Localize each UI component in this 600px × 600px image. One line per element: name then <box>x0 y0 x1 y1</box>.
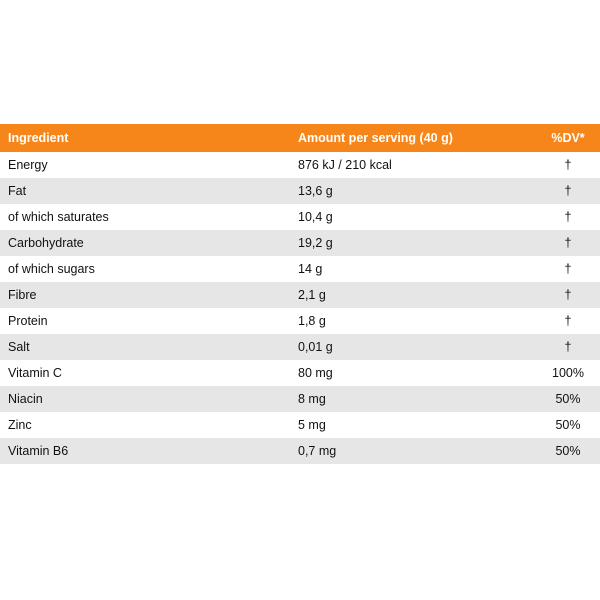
cell-dv: † <box>564 262 572 276</box>
cell-amount: 0,7 mg <box>298 444 337 458</box>
cell-ingredient: Vitamin C <box>8 366 62 380</box>
table-row <box>0 152 600 178</box>
cell-amount: 10,4 g <box>298 210 333 224</box>
cell-ingredient: of which sugars <box>8 262 95 276</box>
cell-ingredient: Protein <box>8 314 48 328</box>
cell-dv: † <box>564 184 572 198</box>
cell-dv: 50% <box>555 444 581 458</box>
cell-ingredient: Energy <box>8 158 48 172</box>
cell-dv: † <box>564 210 572 224</box>
table-row <box>0 334 600 360</box>
cell-ingredient: of which saturates <box>8 210 109 224</box>
cell-ingredient: Fat <box>8 184 27 198</box>
cell-dv: † <box>564 314 572 328</box>
nutrition-facts-table <box>0 124 600 464</box>
column-header-dv: %DV* <box>551 131 585 145</box>
table-header <box>0 124 600 152</box>
table-row <box>0 386 600 412</box>
cell-ingredient: Salt <box>8 340 30 354</box>
cell-amount: 2,1 g <box>298 288 326 302</box>
table-row <box>0 308 600 334</box>
cell-amount: 8 mg <box>298 392 326 406</box>
cell-amount: 80 mg <box>298 366 333 380</box>
cell-dv: 100% <box>552 366 584 380</box>
table-row <box>0 178 600 204</box>
table-row <box>0 230 600 256</box>
cell-ingredient: Vitamin B6 <box>8 444 69 458</box>
table-header-row <box>0 124 600 152</box>
cell-dv: † <box>564 158 572 172</box>
cell-dv: 50% <box>555 418 581 432</box>
table-body <box>0 152 600 464</box>
cell-dv: † <box>564 236 572 250</box>
cell-amount: 1,8 g <box>298 314 326 328</box>
table-row <box>0 256 600 282</box>
cell-ingredient: Fibre <box>8 288 37 302</box>
column-header-amount: Amount per serving (40 g) <box>298 131 453 145</box>
cell-amount: 14 g <box>298 262 323 276</box>
cell-dv: † <box>564 340 572 354</box>
cell-dv: 50% <box>555 392 581 406</box>
cell-amount: 0,01 g <box>298 340 333 354</box>
cell-amount: 19,2 g <box>298 236 333 250</box>
cell-dv: † <box>564 288 572 302</box>
table-row <box>0 204 600 230</box>
cell-ingredient: Carbohydrate <box>8 236 84 250</box>
table-row <box>0 282 600 308</box>
table-row <box>0 438 600 464</box>
cell-amount: 13,6 g <box>298 184 333 198</box>
column-header-ingredient: Ingredient <box>8 131 69 145</box>
cell-amount: 876 kJ / 210 kcal <box>298 158 392 172</box>
cell-ingredient: Niacin <box>8 392 43 406</box>
cell-amount: 5 mg <box>298 418 326 432</box>
table-row <box>0 360 600 386</box>
table-row <box>0 412 600 438</box>
cell-ingredient: Zinc <box>8 418 32 432</box>
